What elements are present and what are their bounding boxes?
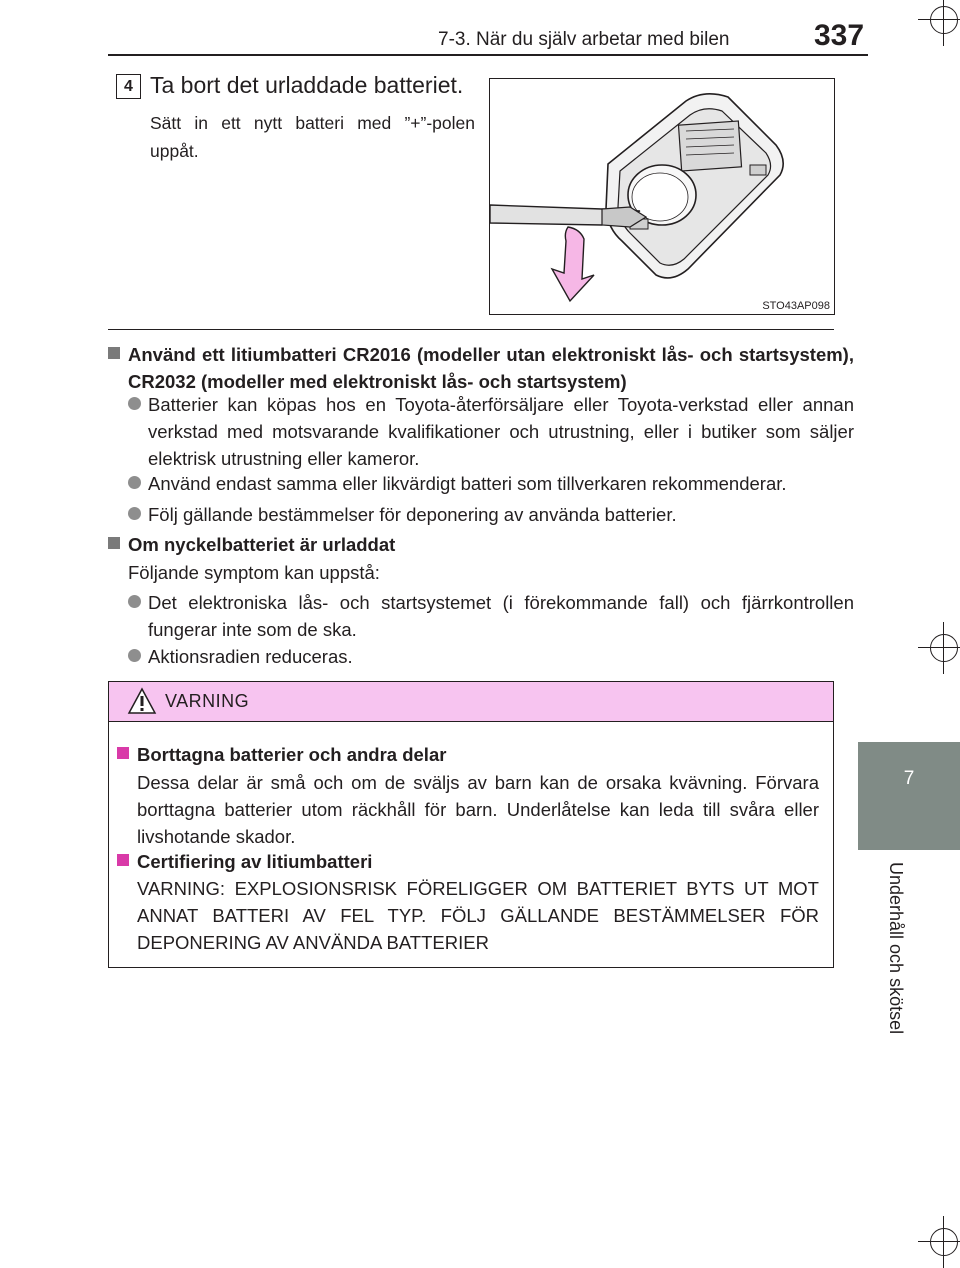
warning-item-text: Dessa delar är små och om de sväljs av barn kan de orsaka kvävning. Förvara borttagna batterier utom räckhåll för barn. Underlåtelse kan leda till svåra eller livshotande skador. [137, 772, 819, 847]
warning-box [108, 681, 834, 968]
chapter-number: 7 [903, 768, 915, 789]
square-bullet-icon [108, 347, 120, 359]
square-bullet-icon [117, 854, 129, 866]
warning-header [109, 682, 833, 722]
content-divider [108, 329, 834, 330]
round-bullet-icon [128, 397, 141, 410]
registration-mark-icon [930, 634, 958, 662]
list-item: Det elektroniska lås- och startsystemet (i förekommande fall) och fjärrkontrollen fungerar inte som de ska. [128, 589, 854, 643]
step-number-badge: 4 [116, 74, 141, 99]
warning-triangle-icon [127, 687, 157, 715]
registration-mark-icon [930, 6, 958, 34]
warning-item-heading: Certifiering av litiumbatteri [117, 848, 837, 875]
list-item: Använd endast samma eller likvärdigt batteri som tillverkaren rekommenderar. [128, 470, 854, 497]
step-title: Ta bort det urladdade batteriet. [150, 72, 464, 98]
list-item: Batterier kan köpas hos en Toyota-återförsäljare eller Toyota-verkstad eller annan verkstad med motsvarande kvalifikationer och utrustning, eller i butiker som säljer elektrisk utrustning eller kameror. [128, 391, 854, 472]
list-item: Aktionsradien reduceras. [128, 643, 854, 670]
warning-title: VARNING [165, 691, 250, 711]
warning-item-heading: Borttagna batterier och andra delar [117, 741, 837, 768]
round-bullet-icon [128, 595, 141, 608]
warning-item-text: VARNING: EXPLOSIONSRISK FÖRELIGGER OM BATTERIET BYTS UT MOT ANNAT BATTERI AV FEL TYP. FÖLJ GÄLLANDE BESTÄMMELSER FÖR DEPONERING AV ANVÄNDA BATTERIER [137, 878, 819, 953]
list-item: Följ gällande bestämmelser för deponering av använda batterier. [128, 501, 854, 528]
round-bullet-icon [128, 507, 141, 520]
step-description: Sätt in ett nytt batteri med ”+”-polen uppåt. [150, 113, 475, 161]
page-number: 337 [814, 19, 865, 52]
section-heading: Använd ett litiumbatteri CR2016 (modeller utan elektroniskt lås- och startsystem), CR2032 (modeller med elektroniskt lås- och startsystem) [108, 341, 854, 395]
section-heading: Om nyckelbatteriet är urladdat [108, 531, 854, 558]
section-title: 7-3. När du själv arbetar med bilen [438, 29, 730, 50]
section-intro: Följande symptom kan uppstå: [128, 562, 380, 583]
header-divider [108, 54, 868, 56]
square-bullet-icon [117, 747, 129, 759]
round-bullet-icon [128, 649, 141, 662]
chapter-title: Underhåll och skötsel [886, 862, 906, 1035]
registration-mark-icon [930, 1228, 958, 1256]
chapter-tab [858, 742, 960, 850]
figure-code: STO43AP098 [762, 300, 830, 312]
battery-removal-illustration [489, 78, 835, 315]
key-fob-drawing [490, 79, 834, 314]
round-bullet-icon [128, 476, 141, 489]
square-bullet-icon [108, 537, 120, 549]
